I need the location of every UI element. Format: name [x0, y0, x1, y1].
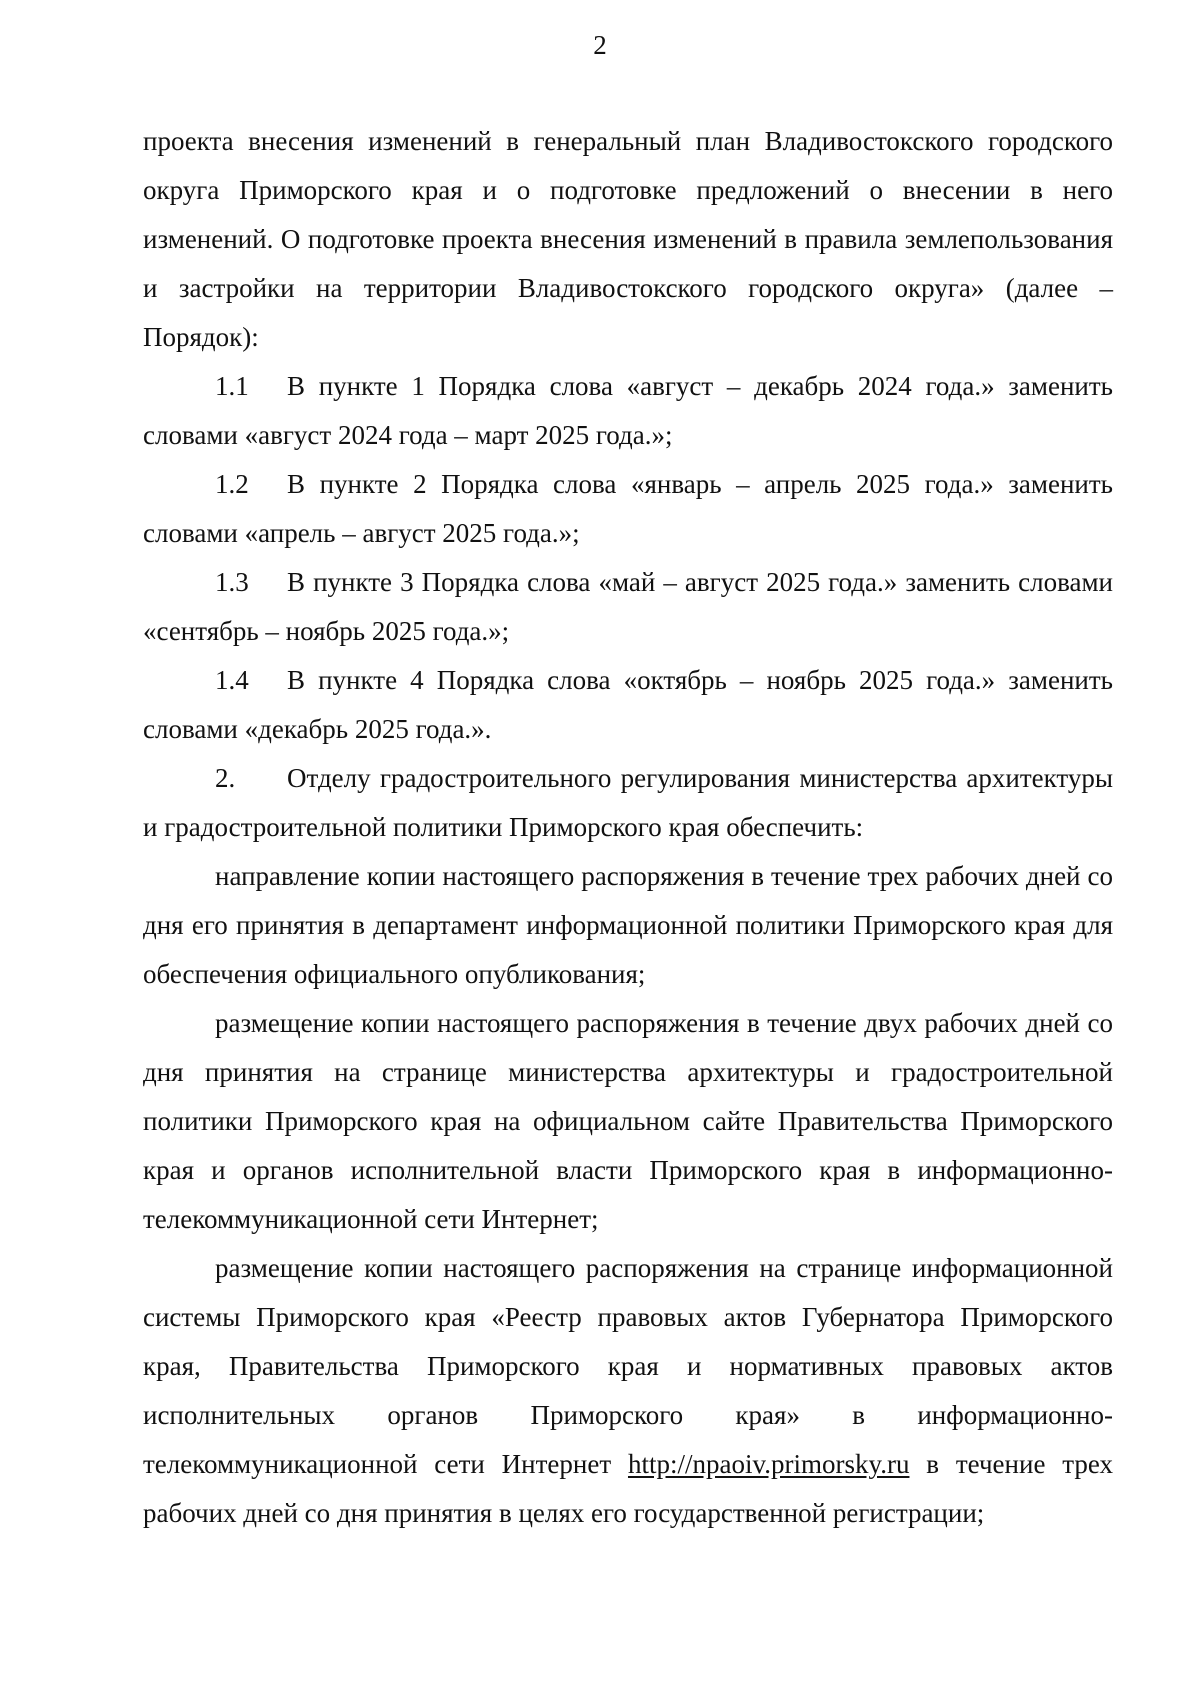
- paragraph-placement-registry: [143, 1244, 1113, 1538]
- item-text: В пункте 2 Порядка слова «январь – апрель 2025 года.» заменить словами «апрель – август 2025 года.»;: [143, 469, 1113, 548]
- intro-paragraph-rest: округа Приморского края и о подготовке предложений о внесении в него изменений. О подготовке проекта внесения изменений в правила землепользования и застройки на территории Владивостокского городского округа» (далее – Порядок):: [143, 175, 1113, 352]
- item-number: 1.4: [215, 665, 249, 695]
- item-2: [143, 754, 1113, 852]
- item-text: В пункте 4 Порядка слова «октябрь – ноябрь 2025 года.» заменить словами «декабрь 2025 года.».: [143, 665, 1113, 744]
- page-number: 2: [593, 30, 607, 60]
- paragraph-placement-website: размещение копии настоящего распоряжения в течение двух рабочих дней со дня принятия на странице министерства архитектуры и градостроительной политики Приморского края на официальном сайте Правительства Приморского края и органов исполнительной власти Приморского края в информационно-телекоммуникационной сети Интернет;: [143, 1008, 1113, 1234]
- registry-text-after: в течение трех рабочих дней со дня принятия в целях его государственной регистрации;: [143, 1449, 1114, 1528]
- item-number: 1.2: [215, 469, 249, 499]
- item-1-2: [143, 460, 1113, 558]
- item-1-3: [143, 558, 1113, 656]
- item-number: 2.: [215, 763, 236, 793]
- item-number: 1.1: [215, 371, 249, 401]
- item-number: 1.3: [215, 567, 249, 597]
- item-text: В пункте 3 Порядка слова «май – август 2025 года.» заменить словами «сентябрь – ноябрь 2025 года.»;: [143, 567, 1113, 646]
- paragraph-direction: направление копии настоящего распоряжения в течение трех рабочих дней со дня его принятия в департамент информационной политики Приморского края для обеспечения официального опубликования;: [143, 861, 1113, 989]
- registry-link[interactable]: http://npaoiv.primorsky.ru: [627, 1449, 910, 1479]
- document-body: [143, 117, 1113, 1538]
- item-text: Отделу градостроительного регулирования министерства архитектуры и градостроительной политики Приморского края обеспечить:: [143, 763, 1113, 842]
- intro-paragraph-line1: проекта внесения изменений в генеральный план Владивостокского городского: [143, 126, 1113, 156]
- item-1-4: [143, 656, 1113, 754]
- item-1-1: [143, 362, 1113, 460]
- registry-text-before: размещение копии настоящего распоряжения на странице информационной системы Приморского края «Реестр правовых актов Губернатора Приморского края, Правительства Приморского края и нормативных правовых актов исполнительных органов Приморского края» в информационно-телекоммуникационной сети Интернет: [143, 1253, 1113, 1479]
- item-text: В пункте 1 Порядка слова «август – декабрь 2024 года.» заменить словами «август 2024 года – март 2025 года.»;: [143, 371, 1113, 450]
